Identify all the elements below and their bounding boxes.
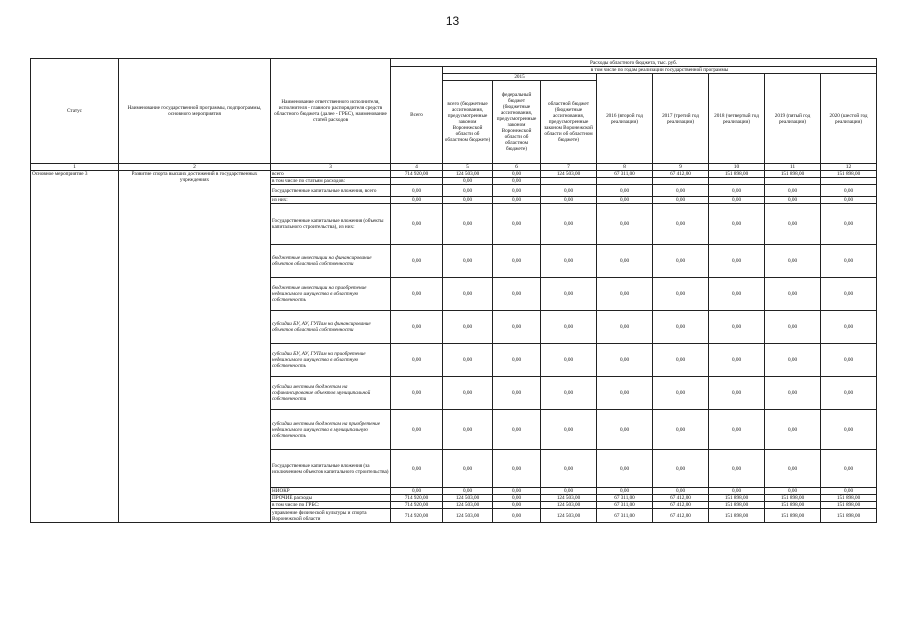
value-cell: 0,00: [653, 197, 709, 204]
row-label: субсидии местным бюджетам на софинансирование объектов муниципальной собственности: [271, 377, 391, 410]
header-2018: 2018 (четвертый год реализации): [709, 74, 765, 164]
col-num: 11: [765, 164, 821, 171]
value-cell: 0,00: [821, 311, 877, 344]
value-cell: 0,00: [653, 450, 709, 488]
value-cell: 0,00: [391, 204, 443, 245]
value-cell: 0,00: [821, 278, 877, 311]
value-cell: 0,00: [597, 278, 653, 311]
col-num: 7: [541, 164, 597, 171]
row-label: бюджетные инвестиции на приобретение недвижимого имущества в областную собственность: [271, 278, 391, 311]
value-cell: 124 503,00: [443, 502, 493, 509]
value-cell: 0,00: [443, 311, 493, 344]
row-label: НИОКР: [271, 488, 391, 495]
value-cell: 0,00: [597, 311, 653, 344]
value-cell: 0,00: [493, 495, 541, 502]
col-num: 3: [271, 164, 391, 171]
value-cell: 0,00: [597, 488, 653, 495]
value-cell: 0,00: [493, 502, 541, 509]
value-cell: 0,00: [443, 450, 493, 488]
value-cell: 0,00: [821, 410, 877, 450]
value-cell: 0,00: [541, 450, 597, 488]
value-cell: 714 920,00: [391, 495, 443, 502]
value-cell: 0,00: [493, 311, 541, 344]
col-num: 1: [31, 164, 119, 171]
header-total: Всего: [391, 67, 443, 164]
value-cell: 151 898,00: [765, 171, 821, 178]
value-cell: 0,00: [653, 245, 709, 278]
header-expenses-title: Расходы областного бюджета, тыс. руб.: [391, 59, 877, 67]
value-cell: 0,00: [391, 185, 443, 197]
value-cell: 0,00: [391, 245, 443, 278]
col-num: 10: [709, 164, 765, 171]
value-cell: 0,00: [493, 450, 541, 488]
value-cell: 0,00: [493, 171, 541, 178]
value-cell: 67 412,00: [653, 171, 709, 178]
value-cell: 0,00: [443, 245, 493, 278]
value-cell: 67 311,00: [597, 495, 653, 502]
value-cell: 0,00: [597, 344, 653, 377]
value-cell: 0,00: [541, 185, 597, 197]
value-cell: 0,00: [597, 197, 653, 204]
value-cell: 0,00: [821, 488, 877, 495]
row-label: ПРОЧИЕ расходы: [271, 495, 391, 502]
value-cell: [541, 178, 597, 185]
row-label: Государственные капитальные вложения (объекты капитального строительства), из них:: [271, 204, 391, 245]
col-num: 12: [821, 164, 877, 171]
value-cell: 0,00: [821, 450, 877, 488]
value-cell: 0,00: [765, 197, 821, 204]
value-cell: 0,00: [765, 278, 821, 311]
value-cell: 151 898,00: [709, 495, 765, 502]
value-cell: 151 898,00: [765, 509, 821, 523]
header-2017: 2017 (третий год реализации): [653, 74, 709, 164]
value-cell: 0,00: [493, 204, 541, 245]
value-cell: 67 412,00: [653, 509, 709, 523]
value-cell: 0,00: [765, 410, 821, 450]
value-cell: 0,00: [653, 488, 709, 495]
value-cell: [597, 178, 653, 185]
header-responsible: Наименование ответственного исполнителя, исполнителя - главного распорядителя средств областного бюджета (далее - ГРБС), наименование статей расходов: [271, 59, 391, 164]
header-2016: 2016 (второй год реализации): [597, 74, 653, 164]
value-cell: 0,00: [765, 344, 821, 377]
value-cell: 0,00: [765, 450, 821, 488]
value-cell: 0,00: [821, 204, 877, 245]
value-cell: 0,00: [709, 245, 765, 278]
col-num: 2: [119, 164, 271, 171]
value-cell: 0,00: [709, 488, 765, 495]
row-label: субсидии БУ, АУ, ГУПам на приобретение недвижимого имущества в областную собственность: [271, 344, 391, 377]
header-2015-regional: областной бюджет (бюджетные ассигнования, предусмотренные законом Воронежской области об областном бюджете): [541, 81, 597, 164]
value-cell: 0,00: [541, 488, 597, 495]
row-label: в том числе по ГРБС:: [271, 502, 391, 509]
header-incl-years: в том числе по годам реализации государственной программы: [443, 67, 877, 74]
value-cell: 0,00: [597, 410, 653, 450]
value-cell: 0,00: [391, 377, 443, 410]
value-cell: 0,00: [709, 450, 765, 488]
header-year-2015: 2015: [443, 74, 597, 81]
value-cell: 0,00: [493, 278, 541, 311]
value-cell: 0,00: [391, 344, 443, 377]
value-cell: 714 920,00: [391, 171, 443, 178]
value-cell: 0,00: [391, 488, 443, 495]
value-cell: 0,00: [541, 204, 597, 245]
value-cell: 0,00: [653, 377, 709, 410]
budget-table: [30, 58, 877, 523]
value-cell: 124 503,00: [443, 171, 493, 178]
value-cell: 0,00: [709, 278, 765, 311]
value-cell: 0,00: [709, 185, 765, 197]
value-cell: 0,00: [653, 185, 709, 197]
value-cell: 0,00: [391, 278, 443, 311]
row-label: из них:: [271, 197, 391, 204]
value-cell: 0,00: [541, 245, 597, 278]
value-cell: 0,00: [443, 488, 493, 495]
col-num: 8: [597, 164, 653, 171]
value-cell: 67 412,00: [653, 502, 709, 509]
value-cell: 124 503,00: [541, 171, 597, 178]
value-cell: 0,00: [709, 204, 765, 245]
header-2019: 2019 (пятый год реализации): [765, 74, 821, 164]
value-cell: 0,00: [493, 410, 541, 450]
value-cell: 124 503,00: [541, 509, 597, 523]
value-cell: 0,00: [391, 410, 443, 450]
value-cell: 0,00: [541, 410, 597, 450]
table-row: [31, 171, 877, 178]
value-cell: 0,00: [765, 377, 821, 410]
value-cell: 714 920,00: [391, 502, 443, 509]
row-label: бюджетные инвестиции на финансирование объектов областной собственности: [271, 245, 391, 278]
value-cell: 0,00: [597, 204, 653, 245]
value-cell: 151 898,00: [765, 495, 821, 502]
page-number: 13: [445, 14, 460, 28]
value-cell: 67 311,00: [597, 509, 653, 523]
value-cell: 0,00: [765, 311, 821, 344]
row-label: управление физической культуры и спорта Воронежской области: [271, 509, 391, 523]
value-cell: 0,00: [443, 410, 493, 450]
value-cell: [391, 178, 443, 185]
value-cell: 0,00: [765, 204, 821, 245]
value-cell: 0,00: [709, 197, 765, 204]
value-cell: [765, 178, 821, 185]
value-cell: 151 898,00: [709, 171, 765, 178]
col-num: 6: [493, 164, 541, 171]
row-label: всего: [271, 171, 391, 178]
value-cell: 0,00: [597, 377, 653, 410]
value-cell: 0,00: [493, 245, 541, 278]
value-cell: 0,00: [493, 509, 541, 523]
budget-table-container: [30, 58, 876, 523]
value-cell: 0,00: [391, 450, 443, 488]
col-num: 5: [443, 164, 493, 171]
value-cell: 151 898,00: [709, 509, 765, 523]
value-cell: 0,00: [597, 185, 653, 197]
value-cell: 67 311,00: [597, 171, 653, 178]
value-cell: 67 412,00: [653, 495, 709, 502]
value-cell: 124 503,00: [443, 509, 493, 523]
row-label: субсидии БУ, АУ, ГУПам на финансирование объектов областной собственности: [271, 311, 391, 344]
value-cell: 0,00: [821, 197, 877, 204]
value-cell: 0,00: [821, 344, 877, 377]
value-cell: 124 503,00: [541, 502, 597, 509]
value-cell: 0,00: [443, 278, 493, 311]
value-cell: 0,00: [493, 185, 541, 197]
row-label: Государственные капитальные вложения, всего: [271, 185, 391, 197]
value-cell: 151 898,00: [765, 502, 821, 509]
value-cell: 0,00: [443, 344, 493, 377]
value-cell: 151 898,00: [821, 502, 877, 509]
value-cell: 0,00: [653, 311, 709, 344]
header-2020: 2020 (шестой год реализации): [821, 74, 877, 164]
value-cell: 0,00: [391, 311, 443, 344]
value-cell: 0,00: [653, 278, 709, 311]
value-cell: 0,00: [597, 450, 653, 488]
value-cell: 0,00: [821, 185, 877, 197]
col-num: 4: [391, 164, 443, 171]
value-cell: 0,00: [821, 377, 877, 410]
value-cell: 0,00: [443, 178, 493, 185]
value-cell: 0,00: [821, 245, 877, 278]
value-cell: 0,00: [709, 311, 765, 344]
header-name: Наименование государственной программы, подпрограммы, основного мероприятия: [119, 59, 271, 164]
value-cell: 124 503,00: [541, 495, 597, 502]
value-cell: 0,00: [541, 311, 597, 344]
status-cell: Основное мероприятие 3: [31, 171, 119, 523]
value-cell: 0,00: [765, 245, 821, 278]
row-label: Государственные капитальные вложения (за исключением объектов капитального строительства): [271, 450, 391, 488]
value-cell: 0,00: [443, 197, 493, 204]
value-cell: 0,00: [653, 410, 709, 450]
value-cell: 0,00: [493, 377, 541, 410]
value-cell: 0,00: [765, 185, 821, 197]
value-cell: 124 503,00: [443, 495, 493, 502]
header-2015-federal: федеральный бюджет (бюджетные ассигнования, предусмотренные законом Воронежской области об областном бюджете): [493, 81, 541, 164]
value-cell: 0,00: [493, 488, 541, 495]
value-cell: 0,00: [541, 197, 597, 204]
value-cell: 151 898,00: [709, 502, 765, 509]
value-cell: 0,00: [391, 197, 443, 204]
value-cell: 67 311,00: [597, 502, 653, 509]
value-cell: 0,00: [597, 245, 653, 278]
value-cell: 0,00: [493, 344, 541, 377]
row-label: в том числе по статьям расходов:: [271, 178, 391, 185]
value-cell: 151 898,00: [821, 495, 877, 502]
value-cell: [709, 178, 765, 185]
value-cell: 0,00: [541, 377, 597, 410]
value-cell: 0,00: [709, 410, 765, 450]
value-cell: 0,00: [765, 488, 821, 495]
header-2015-all: всего (бюджетные ассигнования, предусмотренные законом Воронежской области об областном бюджете): [443, 81, 493, 164]
value-cell: 0,00: [443, 204, 493, 245]
value-cell: 0,00: [653, 344, 709, 377]
col-num: 9: [653, 164, 709, 171]
header-status: Статус: [31, 59, 119, 164]
value-cell: 0,00: [493, 178, 541, 185]
column-number-row: [31, 164, 877, 171]
value-cell: 0,00: [709, 344, 765, 377]
value-cell: 0,00: [653, 204, 709, 245]
value-cell: 0,00: [493, 197, 541, 204]
value-cell: 0,00: [443, 377, 493, 410]
value-cell: 0,00: [443, 185, 493, 197]
value-cell: 151 898,00: [821, 171, 877, 178]
row-label: субсидии местным бюджетам на приобретение недвижимого имущества в муниципальную собственность: [271, 410, 391, 450]
value-cell: [653, 178, 709, 185]
value-cell: [821, 178, 877, 185]
value-cell: 0,00: [709, 377, 765, 410]
value-cell: 714 920,00: [391, 509, 443, 523]
value-cell: 0,00: [541, 278, 597, 311]
program-name-cell: Развитие спорта высших достижений в государственных учреждениях: [119, 171, 271, 523]
value-cell: 151 898,00: [821, 509, 877, 523]
value-cell: 0,00: [541, 344, 597, 377]
table-body: [31, 171, 877, 523]
